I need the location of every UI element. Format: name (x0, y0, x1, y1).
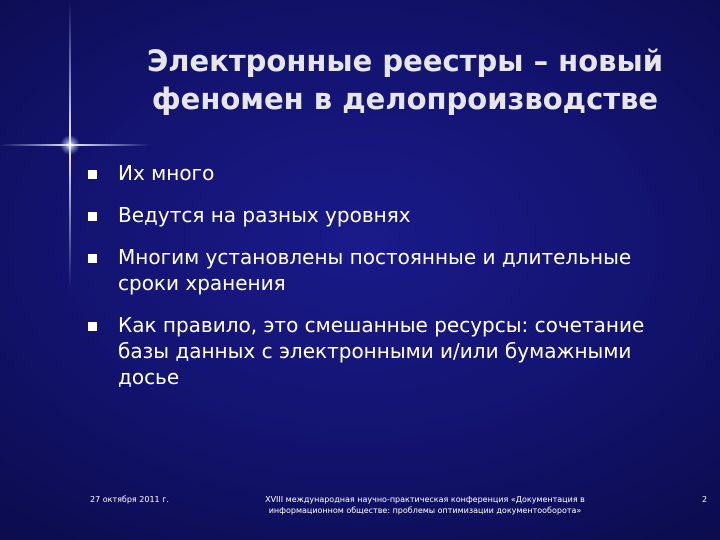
bullet-list (88, 160, 688, 406)
bullet-text: Ведутся на разных уровнях (118, 203, 411, 227)
bullet-text: Как правило, это смешанные ресурсы: сочетание базы данных с электронными и/или бумажными досье (118, 313, 645, 389)
square-bullet-icon (88, 322, 97, 331)
bullet-text: Их много (118, 161, 215, 185)
slide-title-line-2: феномен в делопроизводстве (151, 82, 659, 116)
square-bullet-icon (88, 212, 97, 221)
bullet-item (88, 160, 688, 186)
footer-conference-line-2: информационном обществе: проблемы оптимизации документооборота» (268, 506, 582, 515)
footer-date: 27 октября 2011 г. (90, 495, 169, 504)
footer-conference (240, 494, 610, 516)
star-flare-icon (60, 135, 80, 155)
bullet-item (88, 312, 688, 390)
slide-title (110, 42, 700, 118)
page-number: 2 (702, 495, 708, 504)
bullet-text: Многим установлены постоянные и длительные сроки хранения (118, 245, 632, 295)
bullet-item (88, 202, 688, 228)
bullet-item (88, 244, 688, 296)
slide-title-line-1: Электронные реестры – новый (146, 44, 664, 78)
footer-conference-line-1: XVIII международная научно-практическая конференция «Документация в (265, 495, 585, 504)
square-bullet-icon (88, 170, 97, 179)
square-bullet-icon (88, 254, 97, 263)
